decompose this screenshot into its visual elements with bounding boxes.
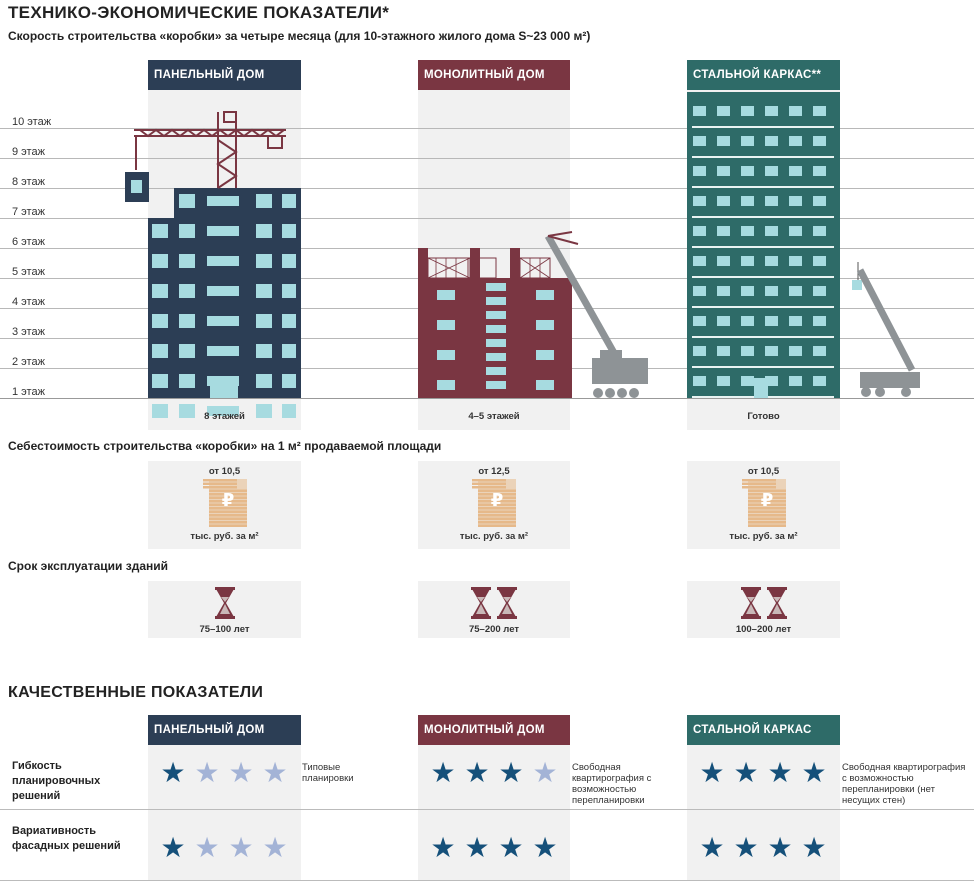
window [536, 350, 554, 360]
star-icon: ★ [801, 832, 827, 863]
window [789, 196, 802, 206]
cost-value: от 10,5 [747, 466, 780, 477]
quality-cell [418, 745, 570, 809]
quality-note: Свободная квартирография с возможностью перепланировки [572, 762, 652, 806]
floor-label: 10 этаж [12, 116, 52, 128]
window [813, 316, 826, 326]
window [693, 106, 706, 116]
ruble-coin-stack-icon [472, 479, 516, 529]
buildings-illustration [0, 0, 974, 440]
window [256, 374, 272, 388]
cost-unit: тыс. руб. за м² [190, 531, 259, 542]
window [789, 226, 802, 236]
window [741, 376, 754, 386]
window [741, 286, 754, 296]
quality-cell [687, 810, 840, 880]
floor-label: 4 этаж [12, 296, 45, 308]
star-icon: ★ [160, 832, 186, 863]
star-icon: ★ [464, 832, 490, 863]
window [282, 374, 296, 388]
window [765, 256, 778, 266]
window [207, 256, 239, 266]
star-icon: ★ [733, 757, 759, 788]
hourglass-icon [496, 587, 518, 624]
window [692, 126, 834, 128]
window [282, 254, 296, 268]
window [765, 106, 778, 116]
window [179, 344, 195, 358]
life-section-title: Срок эксплуатации зданий [8, 559, 168, 573]
star-icon: ★ [532, 757, 558, 788]
quality-cell [418, 810, 570, 880]
ruble-coin-stack-icon [742, 479, 786, 529]
star-icon: ★ [801, 757, 827, 788]
quality-monolith-title: МОНОЛИТНЫЙ ДОМ [418, 715, 570, 745]
window [282, 314, 296, 328]
window [179, 284, 195, 298]
cost-box [418, 461, 570, 549]
window [693, 316, 706, 326]
floor-label: 5 этаж [12, 266, 45, 278]
speed-section-title: Скорость строительства «коробки» за четыре месяца (для 10-этажного жилого дома S~23 000 м²) [8, 29, 591, 43]
star-icon: ★ [464, 757, 490, 788]
window [813, 166, 826, 176]
window [717, 316, 730, 326]
star-icon: ★ [498, 832, 524, 863]
window [256, 314, 272, 328]
hourglass-icon [470, 587, 492, 624]
window [741, 226, 754, 236]
window [152, 344, 168, 358]
cost-unit: тыс. руб. за м² [459, 531, 529, 542]
lifespan-value: 75–200 лет [468, 624, 520, 635]
window [717, 166, 730, 176]
window [789, 136, 802, 146]
window [152, 374, 168, 388]
window [717, 286, 730, 296]
window [789, 376, 802, 386]
window [765, 346, 778, 356]
window [536, 380, 554, 390]
quality-cell [687, 745, 840, 809]
window [692, 276, 834, 278]
hourglass-icon [740, 587, 762, 624]
cost-box [687, 461, 840, 549]
window [179, 194, 195, 208]
lifespan-value: 100–200 лет [735, 624, 792, 635]
star-icon: ★ [532, 832, 558, 863]
window [437, 380, 455, 390]
quality-row-label: Гибкость планировочных решений [12, 760, 101, 802]
window [813, 286, 826, 296]
panel-building [125, 112, 301, 418]
window [486, 311, 506, 319]
steel-column-title: СТАЛЬНОЙ КАРКАС** [687, 60, 840, 90]
window [741, 346, 754, 356]
hourglass-icon [766, 587, 788, 624]
window [741, 136, 754, 146]
window [692, 366, 834, 368]
window [256, 254, 272, 268]
window [536, 320, 554, 330]
floor-label: 3 этаж [12, 326, 45, 338]
window [789, 316, 802, 326]
window [693, 376, 706, 386]
quality-note: Типовые планировки [302, 762, 354, 784]
quality-cell [148, 810, 301, 880]
window [717, 376, 730, 386]
window [256, 194, 272, 208]
window [741, 196, 754, 206]
window [693, 346, 706, 356]
window [207, 316, 239, 326]
window [179, 314, 195, 328]
window [765, 196, 778, 206]
window [741, 166, 754, 176]
window [765, 166, 778, 176]
star-icon: ★ [699, 757, 725, 788]
window [717, 346, 730, 356]
star-icon: ★ [430, 832, 456, 863]
window [693, 286, 706, 296]
window [282, 344, 296, 358]
window [765, 286, 778, 296]
window [765, 226, 778, 236]
window [256, 284, 272, 298]
star-icon: ★ [767, 832, 793, 863]
cost-value: от 10,5 [208, 466, 241, 477]
window [813, 196, 826, 206]
window [692, 306, 834, 308]
cost-section-title: Себестоимость строительства «коробки» на 1 м² продаваемой площади [8, 439, 442, 453]
window [789, 106, 802, 116]
window [693, 166, 706, 176]
window [692, 246, 834, 248]
window [789, 346, 802, 356]
window [207, 226, 239, 236]
window [717, 106, 730, 116]
window [692, 156, 834, 158]
window [717, 136, 730, 146]
floor-label: 1 этаж [12, 386, 45, 398]
tower-crane-icon [134, 112, 286, 188]
window [486, 367, 506, 375]
window [179, 254, 195, 268]
window [765, 316, 778, 326]
truck-crane-icon [852, 262, 920, 397]
window [486, 297, 506, 305]
floor-label: 8 этаж [12, 176, 45, 188]
steel-status: Готово [747, 411, 780, 422]
window [179, 224, 195, 238]
floor-label: 2 этаж [12, 356, 45, 368]
star-icon: ★ [194, 757, 220, 788]
cost-box [148, 461, 301, 549]
floor-label: 6 этаж [12, 236, 45, 248]
window [486, 381, 506, 389]
window [437, 350, 455, 360]
lifespan-value: 75–100 лет [199, 624, 250, 635]
page-title: ТЕХНИКО-ЭКОНОМИЧЕСКИЕ ПОКАЗАТЕЛИ* [8, 3, 390, 22]
star-icon: ★ [228, 832, 254, 863]
window [813, 106, 826, 116]
window [717, 226, 730, 236]
window [486, 339, 506, 347]
window [789, 256, 802, 266]
window [210, 376, 238, 398]
window [152, 284, 168, 298]
window [207, 196, 239, 206]
star-icon: ★ [498, 757, 524, 788]
floor-label: 7 этаж [12, 206, 45, 218]
window [693, 256, 706, 266]
window [536, 290, 554, 300]
window [813, 136, 826, 146]
window [717, 256, 730, 266]
floor-label: 9 этаж [12, 146, 45, 158]
panel-column-title: ПАНЕЛЬНЫЙ ДОМ [148, 60, 301, 90]
window [741, 106, 754, 116]
window [693, 136, 706, 146]
window [256, 224, 272, 238]
panel-status: 8 этажей [204, 411, 245, 422]
window [437, 320, 455, 330]
window [692, 336, 834, 338]
lifespan-box [418, 581, 570, 638]
window [256, 344, 272, 358]
quality-note: Свободная квартирография с возможностью перепланировки (нет несущих стен) [842, 762, 966, 806]
window [813, 256, 826, 266]
window [717, 196, 730, 206]
window [692, 186, 834, 188]
window [692, 216, 834, 218]
window [282, 284, 296, 298]
star-icon: ★ [699, 832, 725, 863]
star-icon: ★ [733, 832, 759, 863]
window [207, 286, 239, 296]
window [152, 254, 168, 268]
window [179, 374, 195, 388]
window [741, 256, 754, 266]
lifespan-box [687, 581, 840, 638]
window [813, 346, 826, 356]
svg-text:₽: ₽ [221, 490, 234, 511]
monolith-building [418, 232, 648, 398]
star-icon: ★ [194, 832, 220, 863]
star-icon: ★ [430, 757, 456, 788]
ruble-coin-stack-icon [203, 479, 247, 529]
quality-panel-title: ПАНЕЛЬНЫЙ ДОМ [148, 715, 301, 745]
window [765, 136, 778, 146]
quality-row-label: Вариативность фасадных решений [12, 825, 121, 852]
window [282, 224, 296, 238]
window [741, 316, 754, 326]
window [437, 290, 455, 300]
hourglass-icon [214, 587, 236, 624]
window [486, 353, 506, 361]
star-icon: ★ [767, 757, 793, 788]
star-icon: ★ [160, 757, 186, 788]
window [207, 346, 239, 356]
quality-cell [148, 745, 301, 809]
window [282, 194, 296, 208]
lifespan-box [148, 581, 301, 638]
window [693, 196, 706, 206]
star-icon: ★ [228, 757, 254, 788]
window [486, 325, 506, 333]
monolith-status: 4–5 этажей [468, 411, 520, 422]
window [813, 226, 826, 236]
quality-title: КАЧЕСТВЕННЫЕ ПОКАЗАТЕЛИ [8, 684, 264, 701]
window [486, 283, 506, 291]
window [789, 166, 802, 176]
svg-text:₽: ₽ [490, 490, 504, 511]
star-icon: ★ [262, 757, 288, 788]
monolith-column-title: МОНОЛИТНЫЙ ДОМ [418, 60, 570, 90]
svg-text:₽: ₽ [760, 490, 773, 511]
window [693, 226, 706, 236]
window [813, 376, 826, 386]
star-icon: ★ [262, 832, 288, 863]
steel-building [687, 92, 920, 398]
window [152, 314, 168, 328]
cost-value: от 12,5 [478, 466, 510, 477]
cost-unit: тыс. руб. за м² [729, 531, 798, 542]
window [152, 224, 168, 238]
window [789, 286, 802, 296]
quality-steel-title: СТАЛЬНОЙ КАРКАС [687, 715, 840, 745]
